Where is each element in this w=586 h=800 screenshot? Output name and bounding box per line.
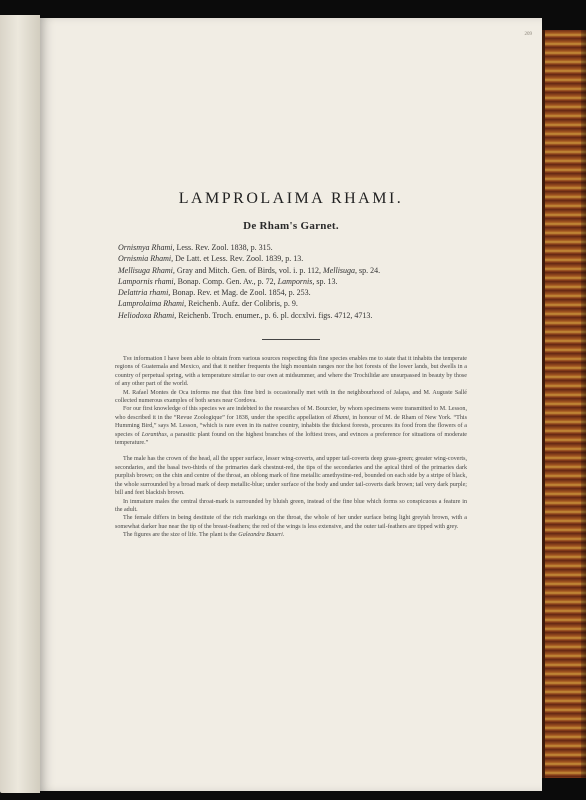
species-title: LAMPROLAIMA RHAMI.	[178, 190, 404, 207]
paragraph-figures: The figures are the size of life. The plant is the Galeandra Baueri.	[123, 532, 285, 539]
paragraph-male: The male has the crown of the head, all the upper surface, lesser wing-coverts, and upper tail-coverts deep grass-green; greater wing-coverts, secondaries, and the basal two-thirds of the primaries dark chestnut-red, the tips of the secondaries and the apical third of the primaries dark purplish brown; on the chin and centre of the throat, an oblong mark of fine metallic amethystine-red, bounded on each side by a stripe of black, the whole surrounded by a broad mark of deep metallic-blue; under surface of the body and under tail-coverts dark brown; tail very dark purple; bill and feet blackish brown.	[115, 456, 467, 497]
page-number: 209	[524, 32, 532, 37]
synonym-entry: Lamprolaima Rhami, Reichenb. Aufz. der Colibris, p. 9.	[118, 299, 298, 309]
synonym-entry: Delattria rhami, Bonap. Rev. et Mag. de Zool. 1854, p. 253.	[118, 288, 311, 298]
book-page	[40, 18, 542, 791]
common-name: De Rham's Garnet.	[243, 220, 339, 232]
synonymy-list	[118, 242, 380, 321]
synonym-entry: Lampornis rhami, Bonap. Comp. Gen. Av., p. 72, Lampornis, sp. 13.	[118, 276, 338, 286]
paragraph-immature: In immature males the central throat-mark is surrounded by bluish green, instead of the fine blue which forms so conspicuous a feature in the adult.	[115, 498, 467, 513]
paragraph-habitat: The information I have been able to obtain from various sources respecting this fine species enables me to state that it inhabits the temperate regions of Guatemala and Mexico, and that it neither frequents the high mountain ranges nor the hot forests of the lower lands, but dwells in a country of perpetual spring, with a temperature similar to our own at midsummer, and where the Trochilidæ are unsurpassed in beauty by those of any other part of the world.	[115, 356, 467, 388]
synonym-entry: Ornismia Rhami, De Latt. et Less. Rev. Zool. 1839, p. 13.	[118, 254, 304, 264]
synonym-entry: Ornismya Rhami, Less. Rev. Zool. 1838, p. 315.	[118, 243, 273, 252]
paragraph-female: The female differs in being destitute of the rich markings on the throat, the whole of her under surface being light greyish brown, with a somewhat darker hue near the tip of the breast-feathers; the red of the wings is less extensive, and the outer tail-feathers are tipped with grey.	[115, 515, 467, 530]
synonym-entry: Heliodoxa Rhami, Reichenb. Troch. enumer., p. 6. pl. dccxlvi. figs. 4712, 4713.	[118, 310, 373, 320]
gilt-page-edges	[542, 30, 586, 778]
section-divider	[262, 339, 320, 340]
paragraph-history: For our first knowledge of this species we are indebted to the researches of M. Bourcier, by whom specimens were transmitted to M. Lesson, who described it in the “Revue Zoologique” for 1838, under the specific appellation of Rhami, in honour of M. de Rham of New York. “This Humming Bird,” says M. Lesson, “which is rare even in its native country, inhabits the thickest forests, procures its food from the flowers of a species of Loranthus, a parasitic plant found on the highest branches of the loftiest trees, and evinces a preference for situations of moderate temperature.”	[115, 406, 467, 447]
description-text	[115, 355, 467, 540]
facing-page-edge	[0, 15, 40, 793]
paragraph-locality: M. Rafael Montes de Oca informs me that this fine bird is occasionally met with in the neighbourhood of Jalapa, and M. Auguste Sallé collected numerous examples of both sexes near Cordova.	[115, 389, 467, 405]
synonym-entry: Mellisuga Rhami, Gray and Mitch. Gen. of Birds, vol. i. p. 112, Mellisuga, sp. 24.	[118, 265, 381, 275]
